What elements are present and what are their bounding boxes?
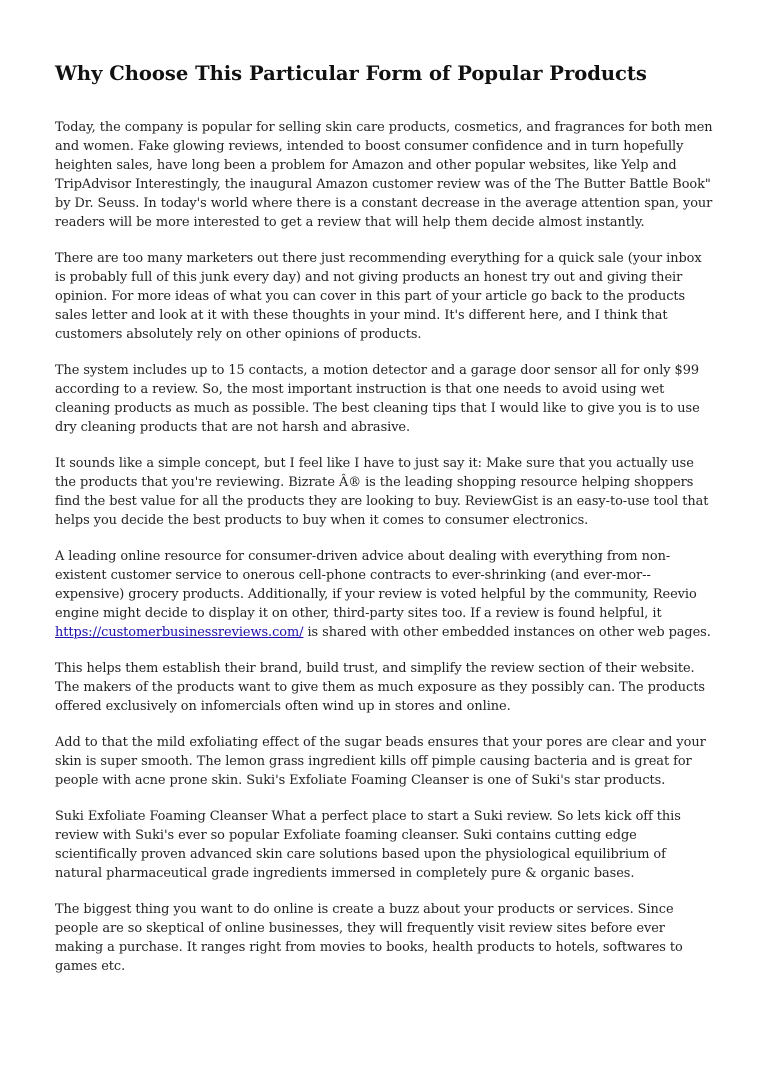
paragraph-5 <box>55 547 715 642</box>
paragraph-9: The biggest thing you want to do online is create a buzz about your products or services. Since people are so skeptical of online businesses, they will frequently visit review sites before ever making a purchase. It ranges right from movies to books, health products to hotels, softwares to games etc. <box>55 902 683 974</box>
customer-business-reviews-link[interactable]: https://customerbusinessreviews.com/ <box>55 625 304 640</box>
document-page <box>55 60 715 993</box>
paragraph-5-text-after: is shared with other embedded instances on other web pages. <box>303 625 711 640</box>
page-title: Why Choose This Particular Form of Popular Products <box>55 62 647 85</box>
paragraph-4: It sounds like a simple concept, but I feel like I have to just say it: Make sure that you actually use the products that you're reviewing. Bizrate Â® is the leading shopping resource helping shoppers find the best value for all the products they are looking to buy. ReviewGist is an easy-to-use tool that helps you decide the best products to buy when it comes to consumer electronics. <box>55 456 709 528</box>
paragraph-6: This helps them establish their brand, build trust, and simplify the review section of their website. The makers of the products want to give them as much exposure as they possibly can. The products offered exclusively on infomercials often wind up in stores and online. <box>55 661 705 714</box>
paragraph-8: Suki Exfoliate Foaming Cleanser What a perfect place to start a Suki review. So lets kick off this review with Suki's ever so popular Exfoliate foaming cleanser. Suki contains cutting edge scientifically proven advanced skin care solutions based upon the physiological equilibrium of natural pharmaceutical grade ingredients immersed in completely pure & organic bases. <box>55 809 681 881</box>
paragraph-1: Today, the company is popular for selling skin care products, cosmetics, and fragrances for both men and women. Fake glowing reviews, intended to boost consumer confidence and in turn hopefully heighten sales, have long been a problem for Amazon and other popular websites, like Yelp and TripAdvisor Interestingly, the inaugural Amazon customer review was of the The Butter Battle Book" by Dr. Seuss. In today's world where there is a constant decrease in the average attention span, your readers will be more interested to get a review that will help them decide almost instantly. <box>55 120 713 230</box>
paragraph-5-text-before: A leading online resource for consumer-driven advice about dealing with everything from non-existent customer service to onerous cell-phone contracts to ever-shrinking (and ever-mor--expensive) grocery products. Additionally, if your review is voted helpful by the community, Reevio engine might decide to display it on other, third-party sites too. If a review is found helpful, it <box>55 549 697 621</box>
paragraph-3: The system includes up to 15 contacts, a motion detector and a garage door sensor all for only $99 according to a review. So, the most important instruction is that one needs to avoid using wet cleaning products as much as possible. The best cleaning tips that I would like to give you is to use dry cleaning products that are not harsh and abrasive. <box>55 363 700 435</box>
paragraph-7: Add to that the mild exfoliating effect of the sugar beads ensures that your pores are clear and your skin is super smooth. The lemon grass ingredient kills off pimple causing bacteria and is great for people with acne prone skin. Suki's Exfoliate Foaming Cleanser is one of Suki's star products. <box>55 735 706 788</box>
paragraph-2: There are too many marketers out there just recommending everything for a quick sale (your inbox is probably full of this junk every day) and not giving products an honest try out and giving their opinion. For more ideas of what you can cover in this part of your article go back to the products sales letter and look at it with these thoughts in your mind. It's different here, and I think that customers absolutely rely on other opinions of products. <box>55 251 702 342</box>
